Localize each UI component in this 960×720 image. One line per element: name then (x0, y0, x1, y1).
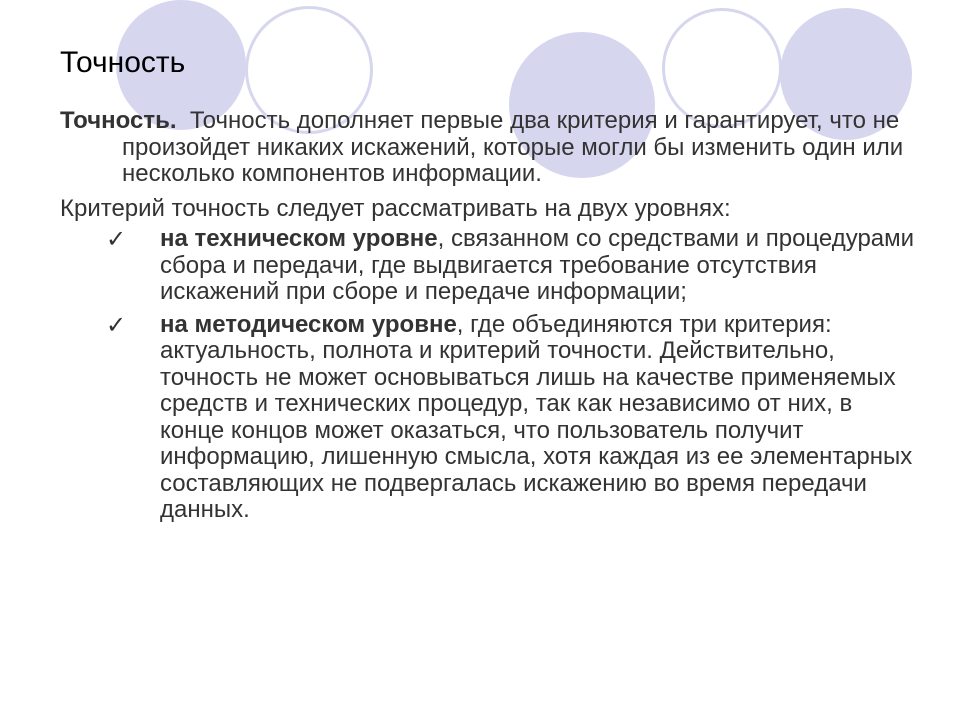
level-label: на техническом уровне (160, 225, 438, 252)
slide-title: Точность (60, 46, 186, 79)
intro-term: Точность. (60, 107, 177, 134)
checkmark-icon: ✓ (106, 310, 127, 339)
level-text: , где объединяются три критерия: актуальность, полнота и критерий точности. Действительно, точность не может основываться лишь на качестве применяемых средств и технических процедур, так как независимо от них, в конце концов может оказаться, что пользователь получит информацию, лишенную смысла, хотя каждая из ее элементарных составляющих не подвергалась искажению во время передачи данных. (160, 310, 913, 523)
level-text: , связанном со средствами и процедурами сбора и передачи, где выдвигается требование отсутствия искажений при сборе и передаче информации; (160, 225, 915, 305)
criterion-line: Критерий точность следует рассматривать на двух уровнях: (60, 194, 731, 222)
slide-content (60, 108, 920, 530)
level-label: на методическом уровне (160, 310, 457, 338)
levels-list (60, 226, 920, 524)
level-item-methodical (60, 312, 920, 524)
level-item-technical (60, 226, 920, 306)
intro-text: Точность дополняет первые два критерия и гарантирует, что не произойдет никаких искажений, которые могли бы изменить один или несколько компонентов информации. (122, 107, 904, 187)
intro-paragraph (60, 108, 920, 188)
checkmark-icon: ✓ (106, 225, 127, 253)
